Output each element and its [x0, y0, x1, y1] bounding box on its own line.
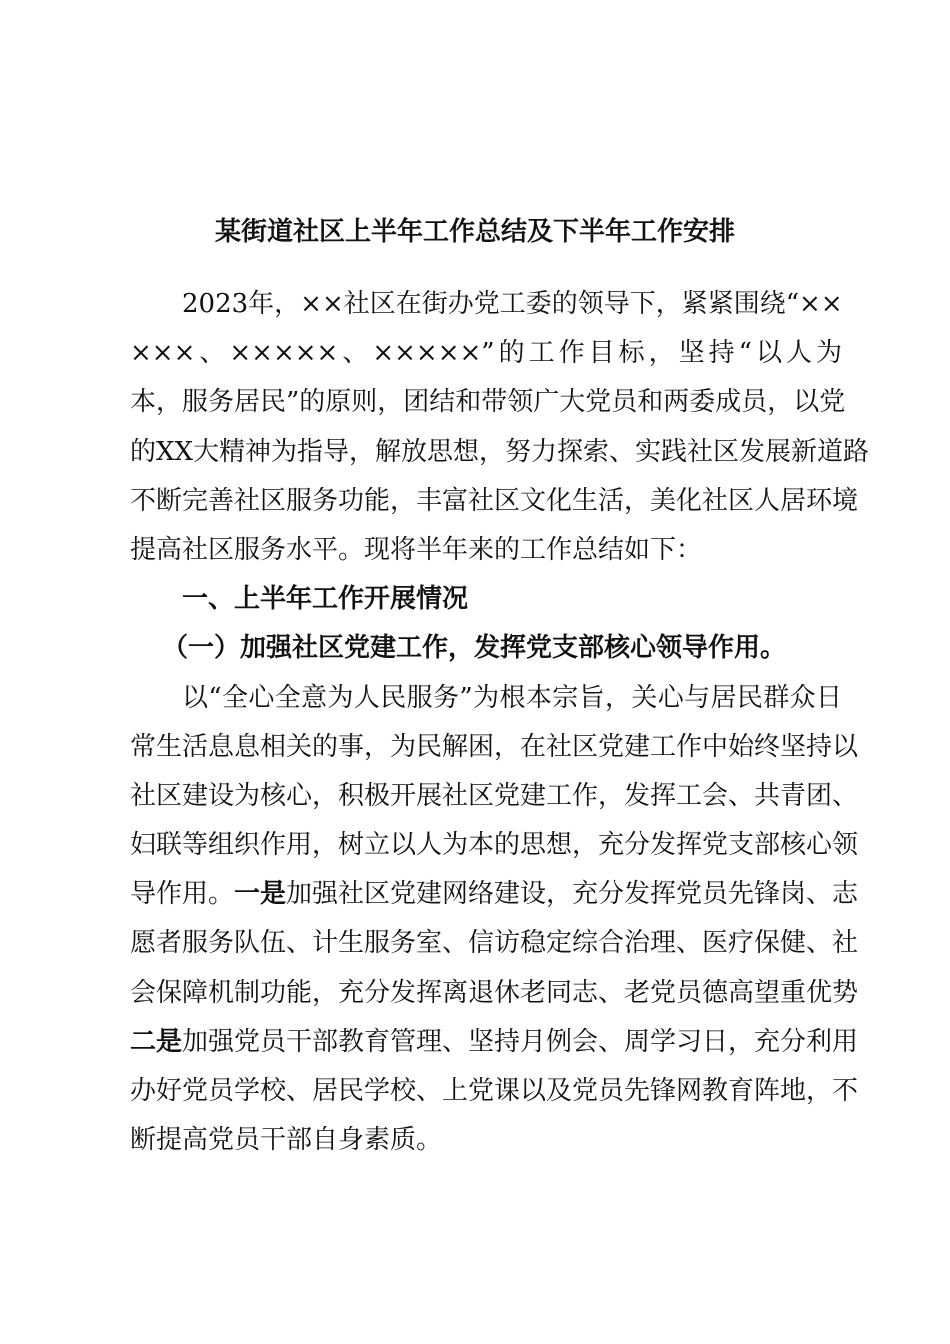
section-heading: 一、上半年工作开展情况	[182, 584, 469, 615]
intro-line: 2023年，××社区在街办党工委的领导下，紧紧围绕“××	[182, 289, 843, 319]
paragraph-line	[130, 870, 859, 919]
paragraph-line	[130, 1018, 859, 1067]
line-text: 导作用。	[130, 879, 235, 910]
intro-line: 提高社区服务水平。现将半年来的工作总结如下：	[130, 534, 703, 565]
document-body	[130, 280, 870, 1165]
paragraph-line: 愿者服务队伍、计生服务室、信访稳定综合治理、医疗保健、社	[130, 928, 859, 959]
intro-line: ×××、×××××、×××××”的工作目标，坚持“以人为	[130, 338, 842, 369]
intro-line: 本，服务居民”的原则，团结和带领广大党员和两委成员，以党	[130, 387, 846, 418]
line-text: 加强社区党建网络建设，充分发挥党员先锋岗、志	[286, 879, 859, 910]
emphasis-text: 一是	[234, 879, 287, 910]
paragraph-line: 社区建设为核心，积极开展社区党建工作，发挥工会、共青团、	[130, 780, 859, 811]
subsection-heading: （一）加强社区党建工作，发挥党支部核心领导作用。	[162, 633, 787, 664]
emphasis-text: 二是	[130, 1026, 183, 1057]
paragraph-line: 以“全心全意为人民服务”为根本宗旨，关心与居民群众日	[182, 682, 842, 713]
document-title: 某街道社区上半年工作总结及下半年工作安排	[214, 217, 735, 247]
intro-line: 的XX大精神为指导，解放思想，努力探索、实践社区发展新道路	[130, 436, 870, 467]
paragraph-line: 办好党员学校、居民学校、上党课以及党员先锋网教育阵地，不	[130, 1076, 859, 1106]
paragraph-line: 妇联等组织作用，树立以人为本的思想，充分发挥党支部核心领	[130, 830, 859, 861]
paragraph-line: 常生活息息相关的事，为民解困，在社区党建工作中始终坚持以	[130, 731, 859, 762]
paragraph-line: 断提高党员干部自身素质。	[130, 1125, 443, 1156]
paragraph-line: 会保障机制功能，充分发挥离退休老同志、老党员德高望重优势	[130, 977, 859, 1008]
intro-line: 不断完善社区服务功能，丰富社区文化生活，美化社区人居环境	[130, 485, 859, 516]
line-text: 加强党员干部教育管理、坚持月例会、周学习日，充分利用	[182, 1026, 859, 1057]
